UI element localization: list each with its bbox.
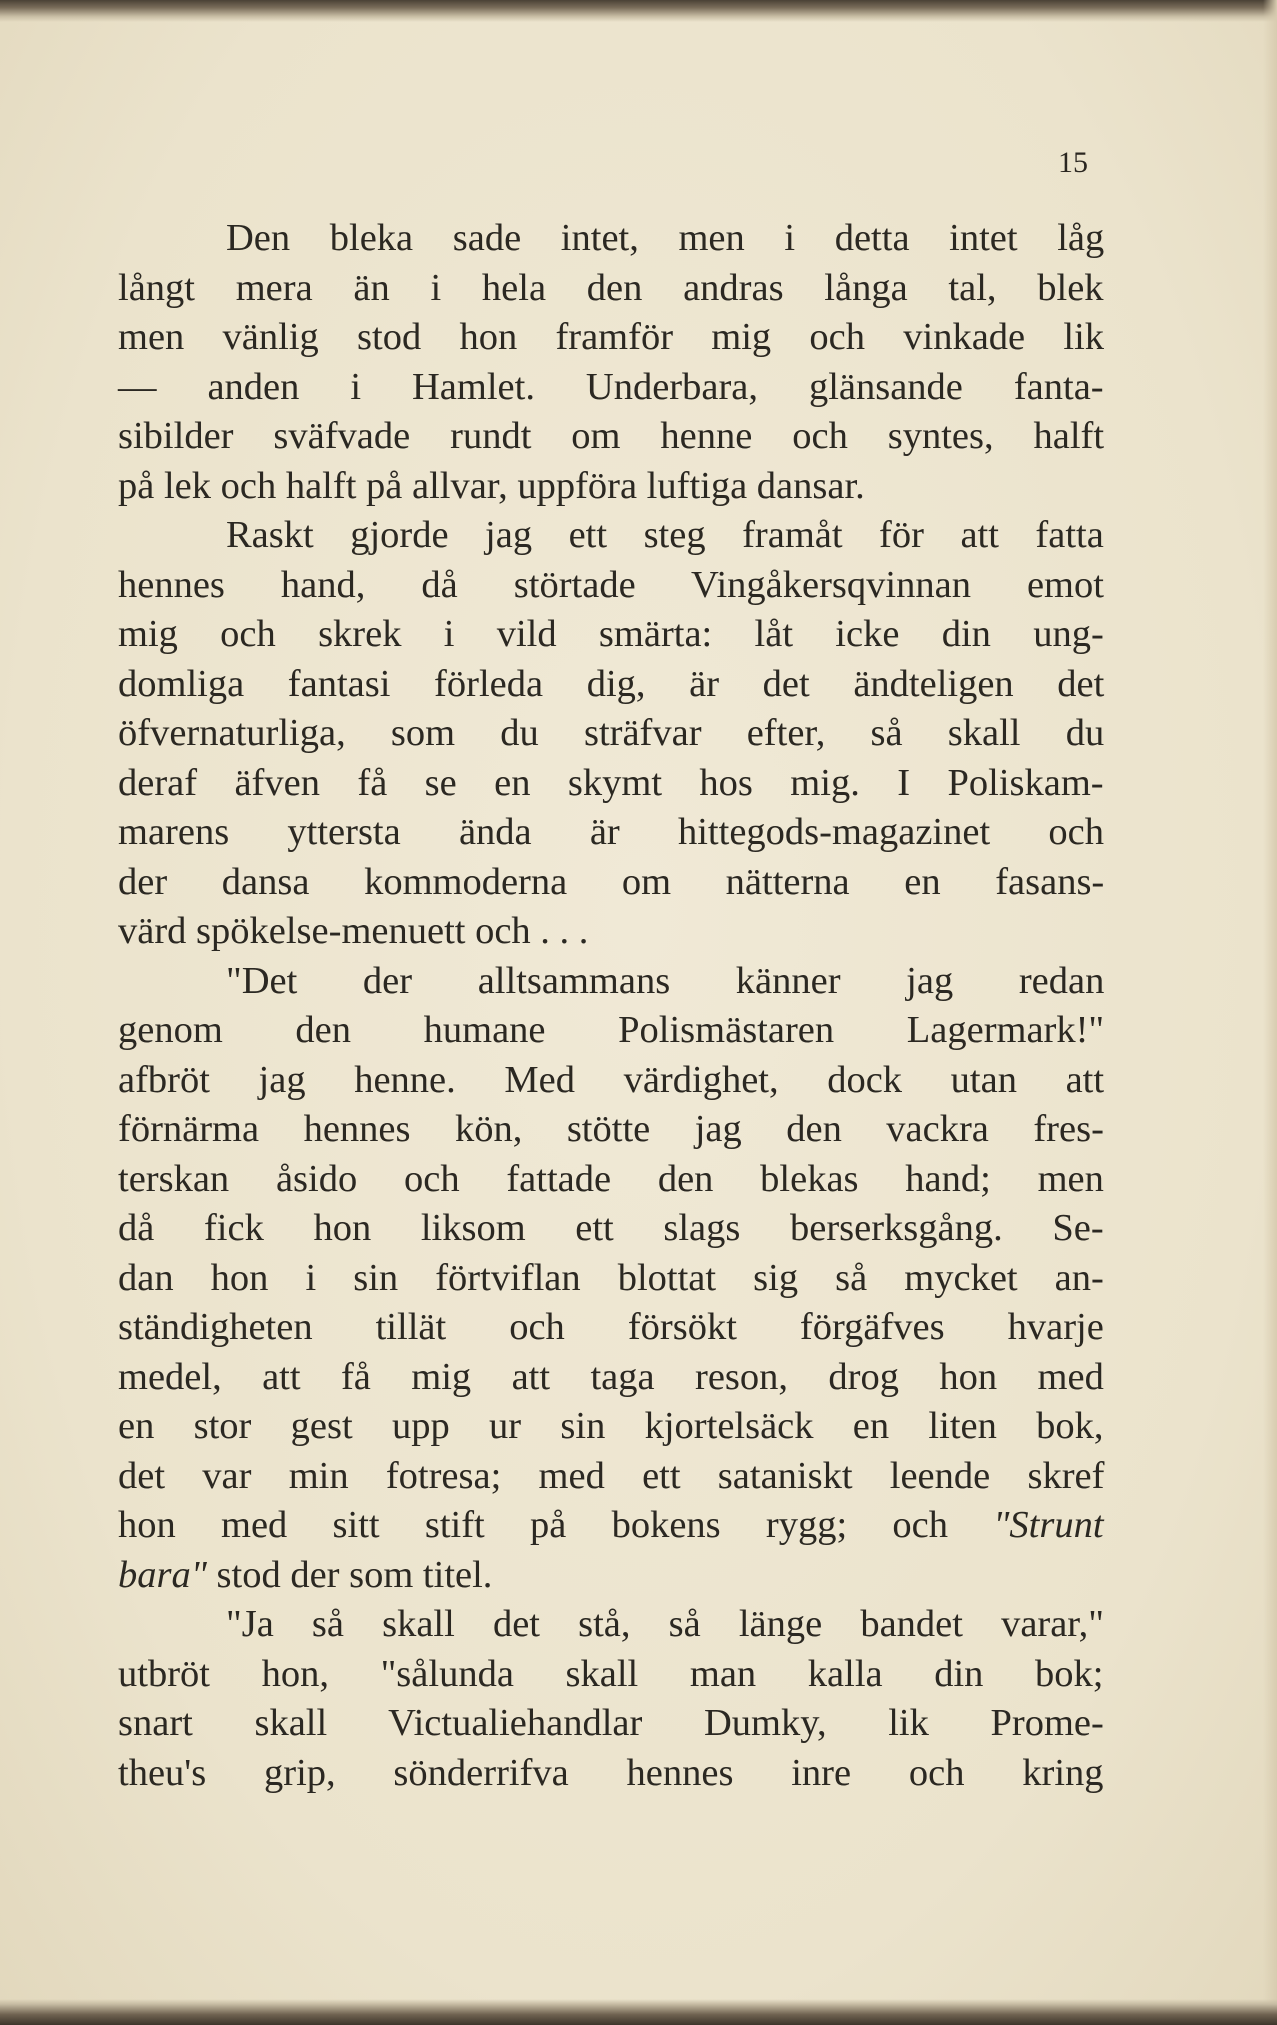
text-line: mig och skrek i vild smärta: låt icke din ung- <box>118 613 1104 655</box>
text-line: medel, att få mig att taga reson, drog hon med <box>118 1355 1104 1398</box>
text-line-mixed <box>118 1551 1104 1601</box>
text-line: Raskt gjorde jag ett steg framåt för att fatta <box>226 514 1104 556</box>
roman-segment: stod der som titel. <box>216 1553 493 1596</box>
roman-segment: hon med sitt stift på bokens rygg; och <box>118 1504 949 1546</box>
text-line: "Ja så skall det stå, så länge bandet varar," <box>226 1603 1104 1645</box>
italic-title-segment: "Strunt <box>993 1504 1104 1546</box>
page-bottom-edge <box>0 1999 1277 2025</box>
text-line: utbröt hon, "sålunda skall man kalla din bok; <box>118 1652 1104 1695</box>
text-line: theu's grip, sönderrifva hennes inre och kring <box>118 1751 1104 1794</box>
body-text <box>118 214 1104 1798</box>
text-line: terskan åsido och fattade den blekas hand; men <box>118 1157 1104 1200</box>
text-line: förnärma hennes kön, stötte jag den vackra fres- <box>118 1108 1104 1150</box>
text-line: Den bleka sade intet, men i detta intet låg <box>226 217 1105 259</box>
text-line: dan hon i sin förtviflan blottat sig så mycket an- <box>118 1256 1104 1299</box>
page-number: 15 <box>1058 146 1088 179</box>
text-line: snart skall Victualiehandlar Dumky, lik Prome- <box>118 1702 1104 1744</box>
text-line: men vänlig stod hon framför mig och vinkade lik <box>118 316 1105 358</box>
italic-title-segment: bara" <box>118 1553 207 1596</box>
text-line: sibilder sväfvade rundt om henne och syntes, halft <box>118 415 1105 457</box>
page-right-edge <box>1263 0 1277 2025</box>
text-line: — anden i Hamlet. Underbara, glänsande fanta- <box>118 365 1104 408</box>
text-line: ständigheten tillät och försökt förgäfves hvarje <box>118 1306 1104 1348</box>
page-top-edge <box>0 0 1277 22</box>
text-line: afbröt jag henne. Med värdighet, dock utan att <box>118 1058 1105 1101</box>
text-line: värd spökelse-menuett och . . . <box>118 910 589 952</box>
text-line: marens yttersta ända är hittegods-magazinet och <box>118 811 1104 853</box>
text-line: då fick hon liksom ett slags berserksgång. Se- <box>118 1207 1104 1249</box>
text-line: öfvernaturliga, som du sträfvar efter, så skall du <box>118 712 1105 754</box>
text-line: der dansa kommoderna om nätterna en fasans- <box>118 860 1105 903</box>
text-line: "Det der alltsammans känner jag redan <box>226 959 1105 1002</box>
text-line: en stor gest upp ur sin kjortelsäck en liten bok, <box>118 1405 1104 1447</box>
text-line: det var min fotresa; med ett sataniskt leende skref <box>118 1454 1105 1497</box>
text-line-mixed <box>118 1501 1104 1551</box>
text-line: på lek och halft på allvar, uppföra luftiga dansar. <box>118 464 865 507</box>
text-line: långt mera än i hela den andras långa tal, blek <box>118 266 1104 309</box>
text-line: domliga fantasi förleda dig, är det ändteligen det <box>118 662 1105 705</box>
text-line: hennes hand, då störtade Vingåkersqvinnan emot <box>118 563 1104 606</box>
text-line: genom den humane Polismästaren Lagermark!" <box>118 1009 1105 1051</box>
text-line: deraf äfven få se en skymt hos mig. I Poliskam- <box>118 761 1104 804</box>
